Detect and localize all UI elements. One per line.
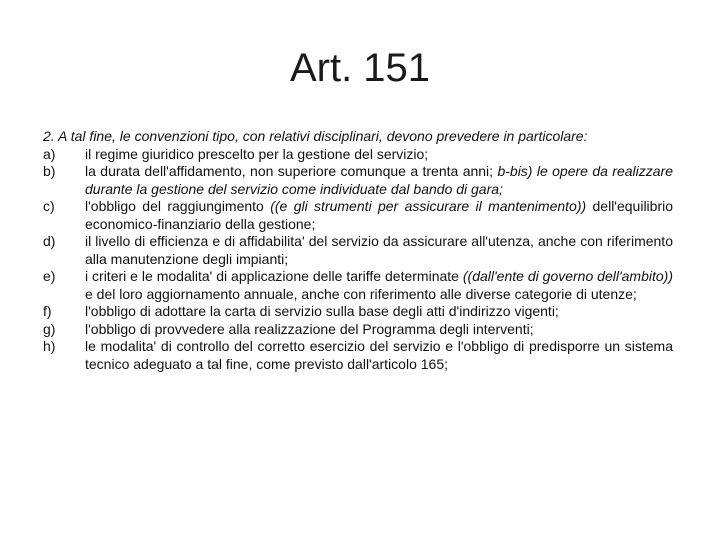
list-item-c [43, 198, 673, 233]
item-text: l'obbligo di provvedere alla realizzazione del Programma degli interventi; [85, 320, 534, 337]
list-item-a [43, 146, 673, 164]
item-letter: c) [43, 198, 55, 214]
item-letter: h) [43, 338, 56, 354]
item-letter: a) [43, 145, 56, 162]
article-body [43, 128, 673, 373]
item-text: i criteri e le modalita' di applicazione delle tariffe determinate ((dall'ente di governo dell'ambito)) e del loro aggiornamento annuale, anche con riferimento alle diverse categorie di utenze; [85, 268, 673, 302]
list-item-g [43, 321, 673, 339]
page-title: Art. 151 [289, 46, 431, 90]
item-letter: d) [43, 233, 56, 249]
list-item-h [43, 338, 673, 373]
item-text: le modalita' di controllo del corretto esercizio del servizio e l'obbligo di predisporre un sistema tecnico adeguato a tal fine, come previsto dall'articolo 165; [85, 338, 673, 372]
intro-paragraph: 2. A tal fine, le convenzioni tipo, con relativi disciplinari, devono prevedere in particolare: [43, 128, 588, 144]
item-text: il regime giuridico prescelto per la gestione del servizio; [85, 145, 429, 162]
item-letter: b) [43, 163, 56, 179]
item-text: la durata dell'affidamento, non superiore comunque a trenta anni; b-bis) le opere da realizzare durante la gestione del servizio come individuate dal bando di gara; [85, 163, 673, 197]
list-item-f [43, 303, 673, 321]
list-item-b [43, 163, 673, 198]
item-text: l'obbligo del raggiungimento ((e gli strumenti per assicurare il mantenimento)) dell'equilibrio economico-finanziario della gestione; [85, 198, 674, 232]
item-text: l'obbligo di adottare la carta di servizio sulla base degli atti d'indirizzo vigenti; [85, 303, 559, 319]
item-letter: f) [43, 303, 52, 319]
item-text: il livello di efficienza e di affidabilita' del servizio da assicurare all'utenza, anche con riferimento alla manutenzione degli impianti; [85, 233, 673, 267]
item-letter: e) [43, 268, 56, 284]
list-item-e [43, 268, 673, 303]
item-letter: g) [43, 320, 56, 337]
list-item-d [43, 233, 673, 268]
